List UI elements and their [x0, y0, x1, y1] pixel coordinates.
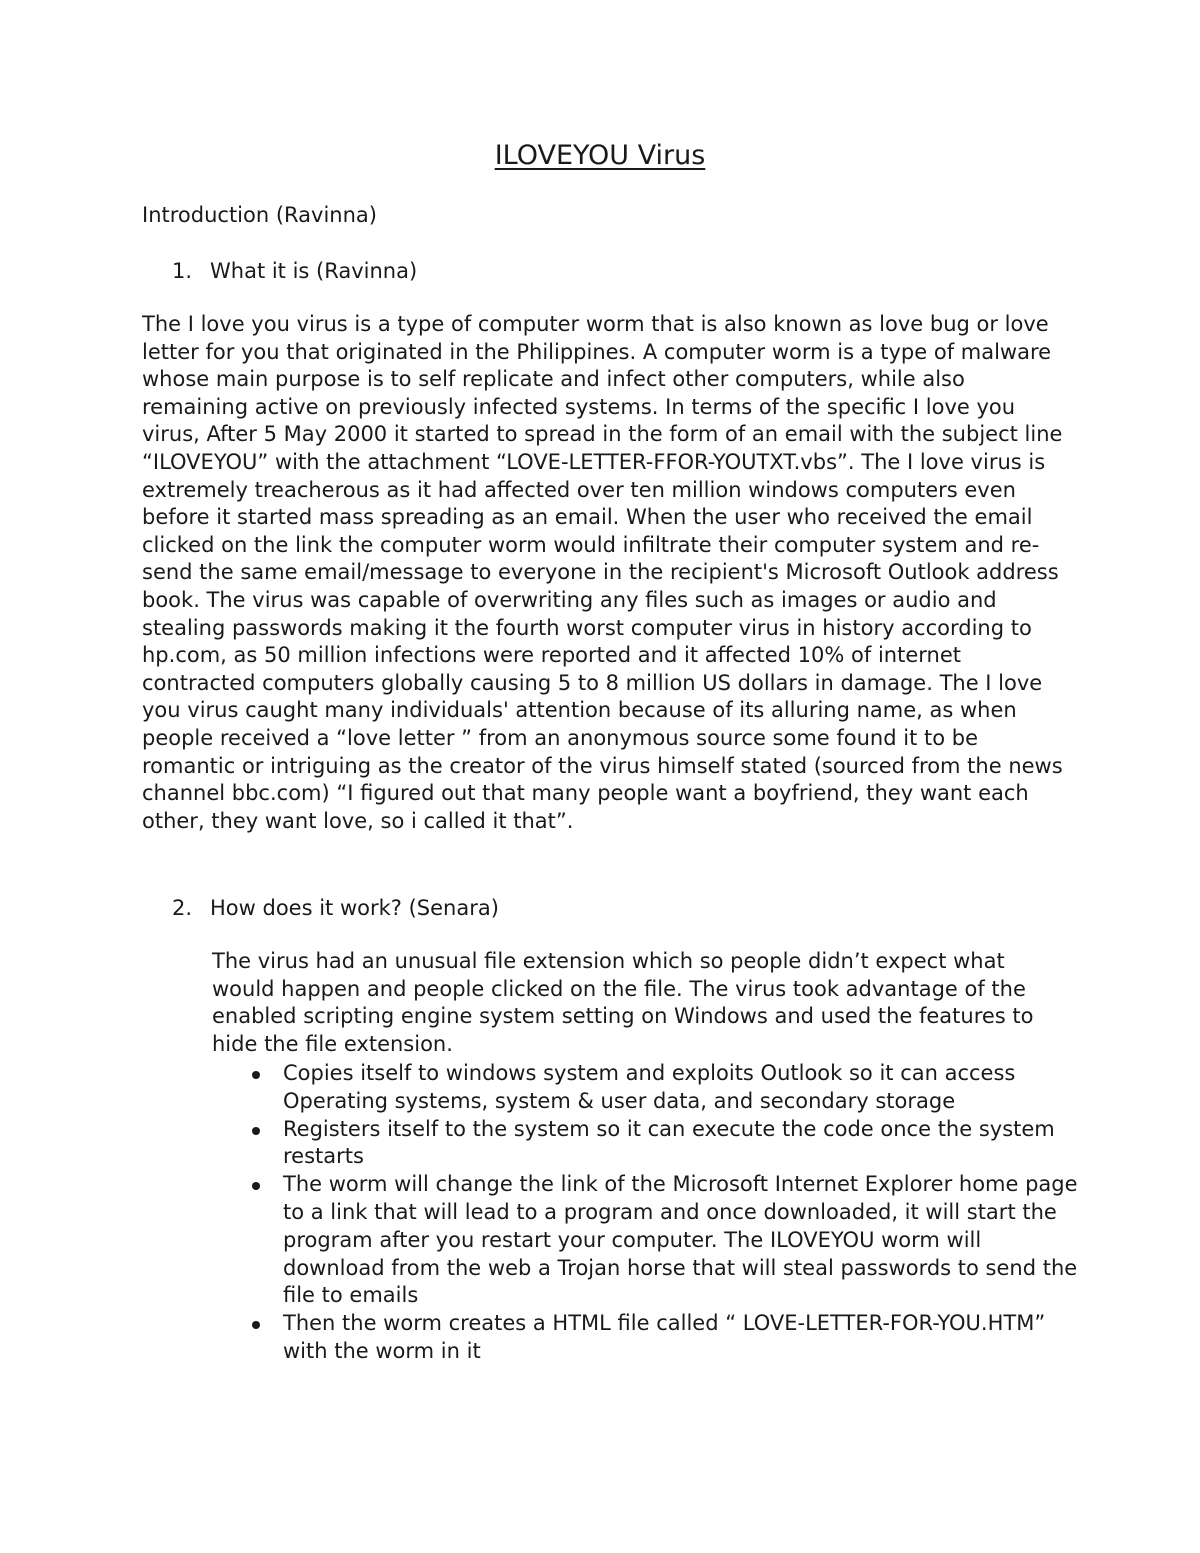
list-item-text: Then the worm creates a HTML file called “ LOVE-LETTER-FOR-YOU.HTM” with the worm in it [283, 1311, 1046, 1363]
bullet-icon [252, 1127, 260, 1135]
list-item-text: Copies itself to windows system and exploits Outlook so it can access Operating systems, system & user data, and secondary storage [283, 1061, 1016, 1113]
document-title: ILOVEYOU Virus [494, 140, 706, 171]
bullet-icon [252, 1071, 260, 1079]
bullet-icon [252, 1182, 260, 1190]
section-2-number: 2. [172, 896, 193, 920]
section-2-paragraph: The virus had an unusual file extension which so people didn’t expect what would happen and people clicked on the file. The virus took advantage of the enabled scripting engine system setting on Windows and used the features to hide the file extension. [212, 949, 1034, 1056]
section-2-heading [172, 893, 499, 923]
list-item [212, 1116, 1082, 1172]
section-2-title: How does it work? (Senara) [210, 896, 499, 920]
section-1-paragraph: The I love you virus is a type of computer worm that is also known as love bug or love letter for you that originated in the Philippines. A computer worm is a type of malware whose main purpose is to self replicate and infect other computers, while also remaining active on previously infected systems. In terms of the specific I love you virus, After 5 May 2000 it started to spread in the form of an email with the subject line “ILOVEYOU” with the attachment “LOVE-LETTER-FFOR-YOUTXT.vbs”. The I love virus is extremely treacherous as it had affected over ten million windows computers even before it started mass spreading as an email. When the user who received the email clicked on the link the computer worm would infiltrate their computer system and re-send the same email/message to everyone in the recipient's Microsoft Outlook address book. The virus was capable of overwriting any files such as images or audio and stealing passwords making it the fourth worst computer virus in history according to hp.com, as 50 million infections were reported and it affected 10% of internet contracted computers globally causing 5 to 8 million US dollars in damage. The I love you virus caught many individuals' attention because of its alluring name, as when people received a “love letter ” from an anonymous source some found it to be romantic or intriguing as the creator of the virus himself stated (sourced from the news channel bbc.com) “I figured out that many people want a boyfriend, they want each other, they want love, so i called it that”. [142, 312, 1063, 833]
intro-heading: Introduction (Ravinna) [142, 203, 377, 227]
list-item-text: Registers itself to the system so it can execute the code once the system restarts [283, 1116, 1055, 1169]
section-1-number: 1. [172, 259, 193, 283]
list-item [212, 1060, 1082, 1116]
section-2-bullet-list [212, 1060, 1082, 1366]
list-item [212, 1171, 1082, 1310]
list-item [212, 1310, 1082, 1366]
section-1-heading [172, 256, 417, 286]
list-item-text: The worm will change the link of the Microsoft Internet Explorer home page to a link that will lead to a program and once downloaded, it will start the program after you restart your computer. The ILOVEYOU worm will download from the web a Trojan horse that will steal passwords to send the file to emails [283, 1172, 1078, 1308]
bullet-icon [252, 1321, 260, 1329]
section-1-title: What it is (Ravinna) [210, 259, 418, 283]
